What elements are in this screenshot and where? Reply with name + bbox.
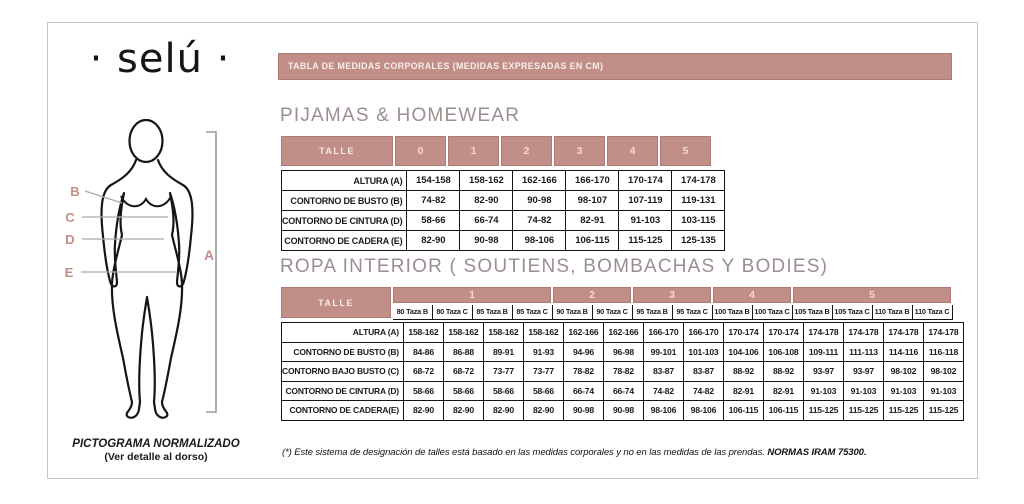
cup-size-header-cell: 80 Taza C	[432, 304, 472, 319]
cup-size-header-cell: 105 Taza C	[832, 304, 872, 319]
body-pictogram	[58, 112, 238, 434]
letter-b: B	[70, 184, 80, 199]
cup-size-header-cell: 95 Taza C	[672, 304, 712, 319]
value-cell: 174-178	[803, 323, 843, 343]
value-cell: 107-119	[619, 191, 672, 211]
value-cell: 90-98	[603, 401, 643, 421]
value-cell: 114-116	[883, 342, 923, 362]
row-label-cell: CONTORNO DE CINTURA (D)	[282, 211, 407, 231]
group-header-cell: 3	[632, 286, 712, 304]
row-label-cell: CONTORNO DE BUSTO (B)	[282, 191, 407, 211]
value-cell: 91-103	[619, 211, 672, 231]
value-cell: 82-90	[460, 191, 513, 211]
value-cell: 106-108	[763, 342, 803, 362]
value-cell: 109-111	[803, 342, 843, 362]
row-label-cell: CONTORNO DE BUSTO (B)	[282, 342, 404, 362]
value-cell: 98-102	[923, 362, 963, 382]
letter-a: A	[203, 247, 215, 263]
figure-outline	[102, 160, 193, 418]
value-cell: 68-72	[443, 362, 483, 382]
value-cell: 174-178	[843, 323, 883, 343]
value-cell: 91-103	[923, 381, 963, 401]
value-cell: 111-113	[843, 342, 883, 362]
figure-head	[130, 120, 163, 162]
value-cell: 73-77	[523, 362, 563, 382]
size-header-cell: 1	[447, 135, 500, 167]
value-cell: 158-162	[483, 323, 523, 343]
value-cell: 166-170	[683, 323, 723, 343]
value-cell: 170-174	[723, 323, 763, 343]
value-cell: 82-91	[566, 211, 619, 231]
value-cell: 106-115	[566, 231, 619, 251]
value-cell: 115-125	[883, 401, 923, 421]
value-cell: 74-82	[407, 191, 460, 211]
group-header-cell: 5	[792, 286, 952, 304]
value-cell: 174-178	[923, 323, 963, 343]
cup-size-header-cell: 110 Taza B	[872, 304, 912, 319]
value-cell: 88-92	[763, 362, 803, 382]
value-cell: 82-91	[723, 381, 763, 401]
size-header-cell: 4	[606, 135, 659, 167]
value-cell: 91-103	[883, 381, 923, 401]
footnote-emphasis: NORMAS IRAM 75300.	[767, 447, 867, 458]
value-cell: 93-97	[843, 362, 883, 382]
group-header-cell: 4	[712, 286, 792, 304]
value-cell: 82-91	[763, 381, 803, 401]
value-cell: 115-125	[803, 401, 843, 421]
value-cell: 158-162	[523, 323, 563, 343]
talle-header-cell: TALLE	[280, 135, 394, 167]
value-cell: 162-166	[513, 171, 566, 191]
value-cell: 73-77	[483, 362, 523, 382]
brand-logo: · selú ·	[89, 36, 231, 82]
ropa-interior-table	[281, 322, 964, 421]
section-title-ropa-interior: ROPA INTERIOR ( SOUTIENS, BOMBACHAS Y BODIES)	[280, 256, 829, 277]
value-cell: 68-72	[403, 362, 443, 382]
height-bracket	[203, 132, 216, 412]
value-cell: 125-135	[672, 231, 725, 251]
pijamas-table-header	[279, 134, 713, 168]
value-cell: 104-106	[723, 342, 763, 362]
size-header-cell: 3	[553, 135, 606, 167]
value-cell: 119-131	[672, 191, 725, 211]
cup-size-header-cell: 100 Taza C	[752, 304, 792, 319]
row-label-cell: ALTURA (A)	[282, 323, 404, 343]
value-cell: 162-166	[563, 323, 603, 343]
value-cell: 116-118	[923, 342, 963, 362]
pictogram-caption-title: PICTOGRAMA NORMALIZADO	[72, 438, 240, 450]
size-header-cell: 0	[394, 135, 447, 167]
ropa-interior-table-header	[279, 285, 953, 320]
value-cell: 101-103	[683, 342, 723, 362]
value-cell: 174-178	[672, 171, 725, 191]
value-cell: 98-106	[683, 401, 723, 421]
value-cell: 158-162	[403, 323, 443, 343]
talle-header-cell: TALLE	[280, 286, 392, 319]
value-cell: 90-98	[563, 401, 603, 421]
footnote-text: (*) Este sistema de designación de talles está basado en las medidas corporales y no en las medidas de las prendas.	[282, 447, 768, 458]
size-header-cell: 5	[659, 135, 712, 167]
value-cell: 170-174	[619, 171, 672, 191]
value-cell: 115-125	[923, 401, 963, 421]
pictogram-caption-sub: (Ver detalle al dorso)	[104, 451, 208, 464]
value-cell: 90-98	[460, 231, 513, 251]
value-cell: 158-162	[460, 171, 513, 191]
cup-size-header-cell: 105 Taza B	[792, 304, 832, 319]
cup-size-header-cell: 90 Taza B	[552, 304, 592, 319]
value-cell: 98-106	[513, 231, 566, 251]
group-header-cell: 1	[392, 286, 552, 304]
value-cell: 99-101	[643, 342, 683, 362]
value-cell: 154-158	[407, 171, 460, 191]
value-cell: 74-82	[513, 211, 566, 231]
section-title-pijamas: PIJAMAS & HOMEWEAR	[280, 105, 521, 126]
value-cell: 91-103	[803, 381, 843, 401]
bust-line	[121, 196, 171, 206]
value-cell: 74-82	[643, 381, 683, 401]
value-cell: 82-90	[407, 231, 460, 251]
value-cell: 91-93	[523, 342, 563, 362]
value-cell: 91-103	[843, 381, 883, 401]
row-label-cell: CONTORNO DE CADERA (E)	[282, 231, 407, 251]
value-cell: 82-90	[403, 401, 443, 421]
value-cell: 170-174	[763, 323, 803, 343]
value-cell: 88-92	[723, 362, 763, 382]
value-cell: 162-166	[603, 323, 643, 343]
value-cell: 66-74	[460, 211, 513, 231]
row-label-cell: CONTORNO DE CINTURA (D)	[282, 381, 404, 401]
row-label-cell: ALTURA (A)	[282, 171, 407, 191]
cup-size-header-cell: 85 Taza C	[512, 304, 552, 319]
value-cell: 93-97	[803, 362, 843, 382]
value-cell: 166-170	[643, 323, 683, 343]
value-cell: 78-82	[563, 362, 603, 382]
cup-size-header-cell: 80 Taza B	[392, 304, 432, 319]
value-cell: 58-66	[523, 381, 563, 401]
value-cell: 78-82	[603, 362, 643, 382]
value-cell: 58-66	[483, 381, 523, 401]
size-header-cell: 2	[500, 135, 553, 167]
value-cell: 96-98	[603, 342, 643, 362]
value-cell: 66-74	[563, 381, 603, 401]
value-cell: 158-162	[443, 323, 483, 343]
value-cell: 89-91	[483, 342, 523, 362]
value-cell: 82-90	[483, 401, 523, 421]
value-cell: 115-125	[843, 401, 883, 421]
pijamas-table	[281, 170, 725, 251]
value-cell: 166-170	[566, 171, 619, 191]
cup-size-header-cell: 95 Taza B	[632, 304, 672, 319]
value-cell: 83-87	[643, 362, 683, 382]
measurements-header-bar: TABLA DE MEDIDAS CORPORALES (MEDIDAS EXPRESADAS EN CM)	[278, 53, 952, 80]
cup-size-header-cell: 100 Taza B	[712, 304, 752, 319]
value-cell: 82-90	[523, 401, 563, 421]
value-cell: 174-178	[883, 323, 923, 343]
value-cell: 98-102	[883, 362, 923, 382]
cup-size-header-cell: 110 Taza C	[912, 304, 952, 319]
value-cell: 106-115	[763, 401, 803, 421]
value-cell: 58-66	[407, 211, 460, 231]
value-cell: 58-66	[403, 381, 443, 401]
letter-d: D	[65, 232, 75, 247]
letter-c: C	[65, 210, 75, 225]
value-cell: 115-125	[619, 231, 672, 251]
value-cell: 74-82	[683, 381, 723, 401]
value-cell: 106-115	[723, 401, 763, 421]
value-cell: 90-98	[513, 191, 566, 211]
footnote	[282, 447, 942, 458]
value-cell: 98-106	[643, 401, 683, 421]
cup-size-header-cell: 85 Taza B	[472, 304, 512, 319]
pictogram-caption	[52, 437, 260, 465]
value-cell: 58-66	[443, 381, 483, 401]
value-cell: 103-115	[672, 211, 725, 231]
row-label-cell: CONTORNO DE CADERA(E)	[282, 401, 404, 421]
row-label-cell: CONTORNO BAJO BUSTO (C)	[282, 362, 404, 382]
value-cell: 83-87	[683, 362, 723, 382]
value-cell: 98-107	[566, 191, 619, 211]
value-cell: 84-86	[403, 342, 443, 362]
value-cell: 82-90	[443, 401, 483, 421]
value-cell: 66-74	[603, 381, 643, 401]
value-cell: 86-88	[443, 342, 483, 362]
cup-size-header-cell: 90 Taza C	[592, 304, 632, 319]
value-cell: 94-96	[563, 342, 603, 362]
letter-e: E	[64, 265, 74, 280]
group-header-cell: 2	[552, 286, 632, 304]
